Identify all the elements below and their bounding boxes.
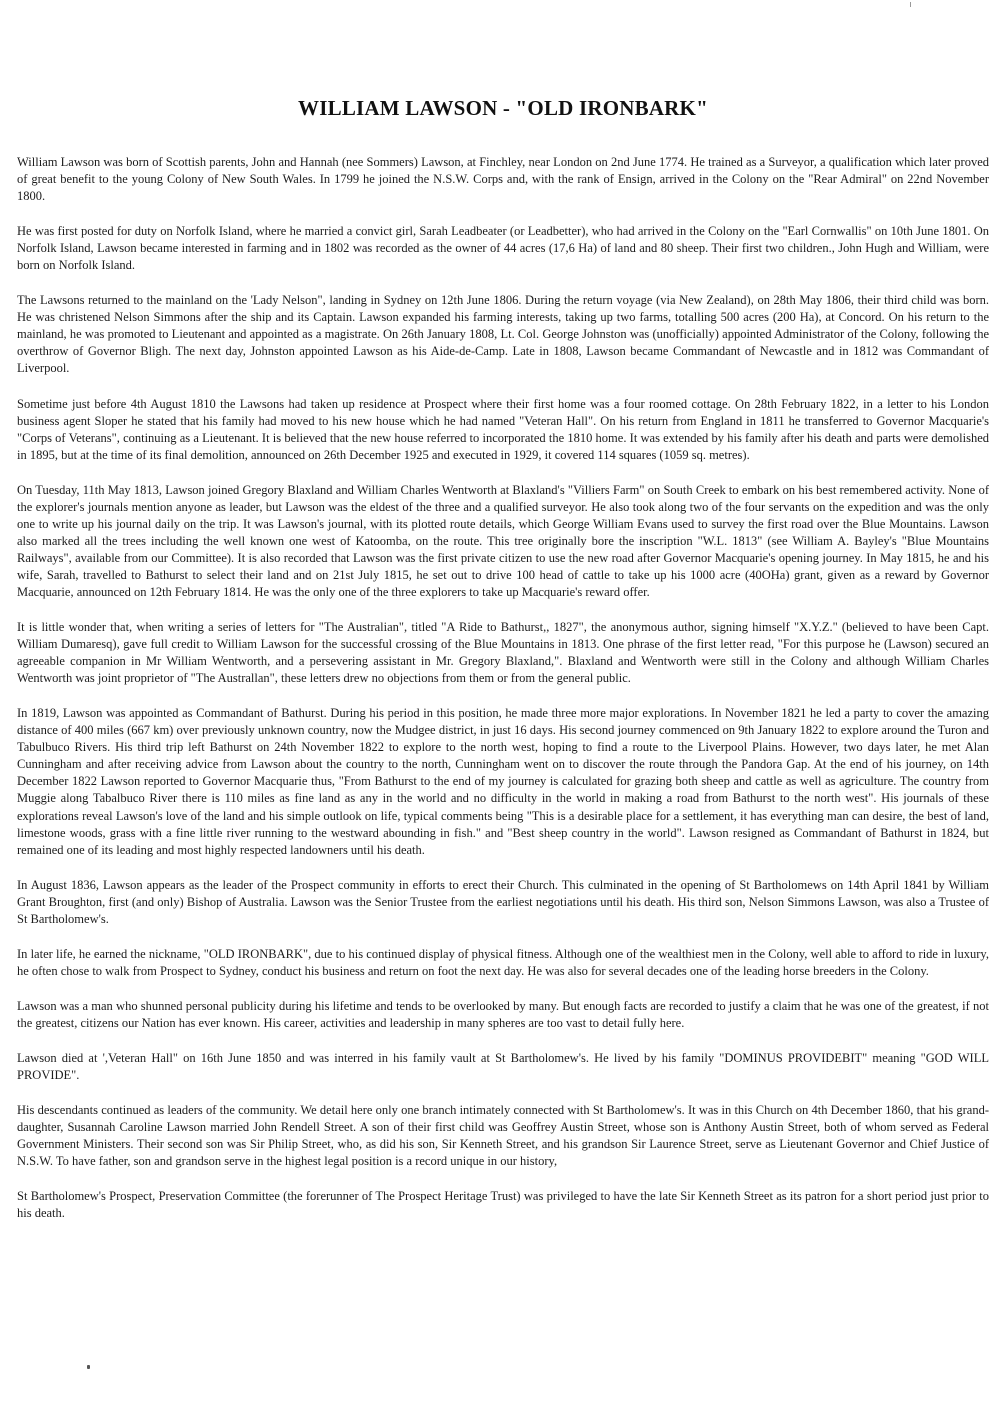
scan-speck [87, 1365, 90, 1369]
paragraph-return-mainland: The Lawsons returned to the mainland on the 'Lady Nelson", landing in Sydney on 12th June 1806. During the return voyage (via New Zealand), on 28th May 1806, their third child was born. He was christened Nelson Simmons after the ship and its Captain. Lawson expanded his farming interests, taking up two farms, totalling 500 acres (200 Ha), at Concord. On his return to the mainland, he was promoted to Lieutenant and appointed as a magistrate. On 26th January 1808, Lt. Col. George Johnston was (unofficially) appointed Administrator of the Colony, following the overthrow of Governor Bligh. The next day, Johnston appointed Lawson as his Aide-de-Camp. Late in 1808, Lawson became Commandant of Newcastle and in 1812 was Commandant of Liverpool. [17, 293, 989, 376]
paragraph-blue-mountains: On Tuesday, 11th May 1813, Lawson joined Gregory Blaxland and William Charles Wentworth at Blaxland's "Villiers Farm" on South Creek to embark on his best remembered activity. None of the explorer's journals mention anyone as leader, but Lawson was the eldest of the three and a qualified surveyor. He also took along two of the four servants on the expedition and was the only one to write up his journal daily on the trip. It was Lawson's journal, with its plotted route details, which George William Evans used to survey the first road over the Blue Mountains. Lawson also marked all the trees including the well known one west of Katoomba, on the route. This tree originally bore the inscription "W.L. 1813" (see William A. Bayley's "Blue Mountains Railways", available from our Committee). It is also recorded that Lawson was the first private citizen to use the new road after Governor Macquarie's opening journey. In May 1815, he and his wife, Sarah, travelled to Bathurst to select their land and on 21st July 1815, he set out to drive 100 head of cattle to take up his 1000 acre (40OHa) grant, given as a reward by Governor Macquarie, announced on 12th February 1814. He was the only one of the three explorers to take up Macquarie's reward offer. [17, 482, 989, 599]
paragraph-birth: William Lawson was born of Scottish parents, John and Hannah (nee Sommers) Lawson, at Finchley, near London on 2nd June 1774. He trained as a Surveyor, a qualification which later proved of great benefit to the young Colony of New South Wales. In 1799 he joined the N.S.W. Corps and, with the rank of Ensign, arrived in the Colony on the "Rear Admiral" on 22nd November 1800. [17, 155, 989, 204]
paragraph-descendants: His descendants continued as leaders of the community. We detail here only one branch intimately connected with St Bartholomew's. It was in this Church on 4th December 1860, that his grand-daughter, Susannah Caroline Lawson married John Rendell Street. A son of their first child was Geoffrey Austin Street, whose son is Anthony Austin Street, both of whom served as Federal Government Ministers. Their second son was Sir Philip Street, who, as did his son, Sir Kenneth Street, and his grandson Sir Laurence Street, serve as Lieutenant Governor and Chief Justice of N.S.W. To have father, son and grandson serve in the highest legal position is a record unique in our history, [17, 1103, 989, 1169]
paragraph-ride-to-bathurst: It is little wonder that, when writing a series of letters for "The Australian", titled "A Ride to Bathurst,, 1827", the anonymous author, signing himself "X.Y.Z." (believed to have been Capt. William Dumaresq), gave full credit to William Lawson for the successful crossing of the Blue Mountains in 1813. One phrase of the first letter read, "For this purpose he (Lawson) secured an agreeable companion in Mr William Wentworth, and a persevering assistant in Mr. Gregory Blaxland,". Blaxland and Wentworth were still in the Colony and although William Charles Wentworth was joint proprietor of "The Australlan", these letters drew no objections from them or from the general public. [17, 620, 989, 686]
document-page [17, 96, 989, 1240]
paragraph-preservation-committee: St Bartholomew's Prospect, Preservation Committee (the forerunner of The Prospect Heritage Trust) was privileged to have the late Sir Kenneth Street as its patron for a short period just prior to his death. [17, 1189, 989, 1221]
paragraph-veteran-hall: Sometime just before 4th August 1810 the Lawsons had taken up residence at Prospect where their first home was a four roomed cottage. On 28th February 1822, in a letter to his London business agent Sloper he stated that his family had moved to his new house which he had named "Veteran Hall". On his return from England in 1811 he transferred to Governor Macquarie's "Corps of Veterans", continuing as a Lieutenant. It is believed that the new house referred to incorporated the 1810 home. It was extended by his family after his death and parts were demolished in 1895, but at the time of its final demolition, announced on 26th December 1925 and executed in 1929, it covered 114 squares (1059 sq. metres). [17, 396, 989, 462]
paragraph-church: In August 1836, Lawson appears as the leader of the Prospect community in efforts to erect their Church. This culminated in the opening of St Bartholomews on 14th April 1841 by William Grant Broughton, first (and only) Bishop of Australia. Lawson was the Senior Trustee from the earliest negotiations until his death. His third son, Nelson Simmons Lawson, was also a Trustee of St Bartholomew's. [17, 877, 989, 926]
paragraph-norfolk-island: He was first posted for duty on Norfolk Island, where he married a convict girl, Sarah Leadbeater (or Leadbetter), who had arrived in the Colony on the "Earl Cornwallis" on 10th June 1801. On Norfolk Island, Lawson became interested in farming and in 1802 was recorded as the owner of 44 acres (17,6 Ha) of land and 80 sheep. Their first two children., John Hugh and William, were born on Norfolk Island. [17, 224, 989, 273]
paragraph-commandant-bathurst: In 1819, Lawson was appointed as Commandant of Bathurst. During his period in this position, he made three more major explorations. In November 1821 he led a party to cover the amazing distance of 400 miles (667 km) over previously unknown country, now the Mudgee district, in just 16 days. His second journey commenced on 9th January 1822 to explore around the Turon and Tabulbuco Rivers. His third trip left Bathurst on 24th November 1822 to explore to the north west, hoping to find a route to the Liverpool Plains. However, two days later, he met Alan Cunningham and after receiving advice from Lawson about the country to the north, Cunningham went on to discover the route through the Pandora Gap. At the end of his journey, on 14th December 1822 Lawson reported to Governor Macquarie thus, "From Bathurst to the end of my journey is calculated for grazing both sheep and cattle as well as agriculture. The country from Muggie along Tabalbuco River there is 110 miles as fine land as any in the world and no difficulty in the world in making a road from Bathurst to the north west". His journals of these explorations reveal Lawson's love of the land and his simple outlook on life, typical comments being "This is a desirable place for a settlement, it has everything man can desire, the best of land, limestone woods, grass with a fine little river running to the westward abounding in fish." and "Best sheep country in the world". Lawson resigned as Commandant of Bathurst in 1824, but remained one of its leading and most highly respected landowners until his death. [17, 706, 989, 857]
scan-mark [910, 2, 911, 7]
paragraph-death: Lawson died at ',Veteran Hall" on 16th June 1850 and was interred in his family vault at St Bartholomew's. He lived by his family "DOMINUS PROVIDEBIT" meaning "GOD WILL PROVIDE". [17, 1050, 989, 1083]
paragraph-publicity: Lawson was a man who shunned personal publicity during his lifetime and tends to be overlooked by many. But enough facts are recorded to justify a claim that he was one of the greatest, if not the greatest, citizens our Nation has ever known. His career, activities and leadership in many spheres are too vast to detail fully here. [17, 998, 989, 1030]
paragraph-old-ironbark: In later life, he earned the nickname, "OLD IRONBARK", due to his continued display of physical fitness. Although one of the wealthiest men in the Colony, well able to afford to ride in luxury, he often chose to walk from Prospect to Sydney, conduct his business and return on foot the next day. He was also for several decades one of the leading horse breeders in the Colony. [17, 946, 989, 978]
document-title: WILLIAM LAWSON - "OLD IRONBARK" [298, 96, 708, 120]
